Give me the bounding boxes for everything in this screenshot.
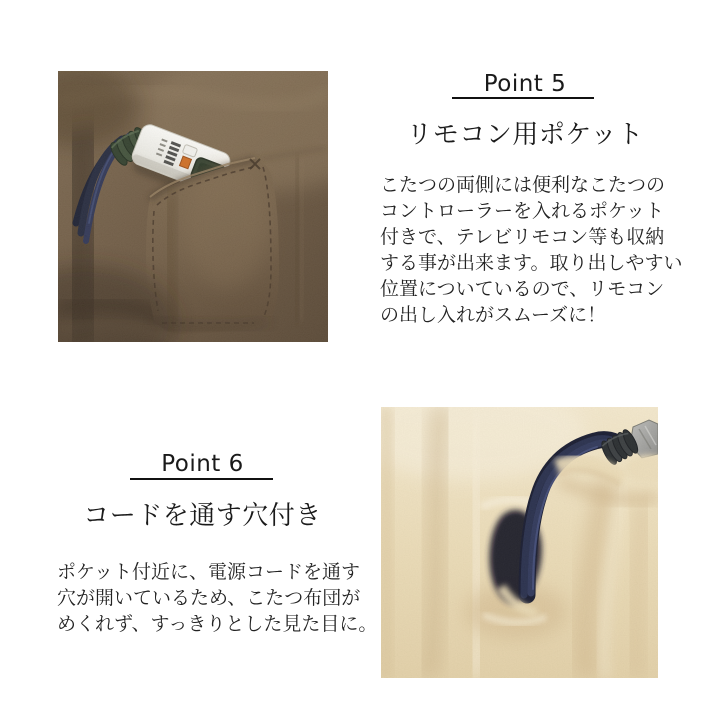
- point5-body: [380, 172, 682, 328]
- point5-body-line: コントローラーを入れるポケット: [380, 200, 665, 222]
- point6-body-line: 穴が開いているため、こたつ布団が: [57, 587, 361, 609]
- point6-body-line: めくれず、すっきりとした見た目に。: [57, 613, 378, 635]
- controller-pocket-photo: [58, 71, 328, 342]
- point5-underline: [452, 97, 594, 99]
- point5-label: Point 5: [483, 71, 567, 97]
- point5-title: リモコン用ポケット: [406, 120, 644, 150]
- point6-label: Point 6: [161, 451, 244, 477]
- point5-body-line: 付きで、テレビリモコン等も収納: [380, 226, 665, 248]
- point6-underline: [130, 478, 273, 480]
- point5-body-line: 位置についているので、リモコン: [380, 278, 665, 300]
- cord-hole-photo: [381, 407, 658, 678]
- point5-body-line: の出し入れがスムーズに！: [380, 304, 607, 326]
- point6-body: [57, 559, 377, 637]
- point6-title: コードを通す穴付き: [83, 501, 322, 531]
- point5-body-line: する事が出来ます。取り出しやすい: [380, 252, 683, 274]
- point5-body-line: こたつの両側には便利なこたつの: [380, 174, 666, 196]
- point6-body-line: ポケット付近に、電源コードを通す: [57, 561, 361, 583]
